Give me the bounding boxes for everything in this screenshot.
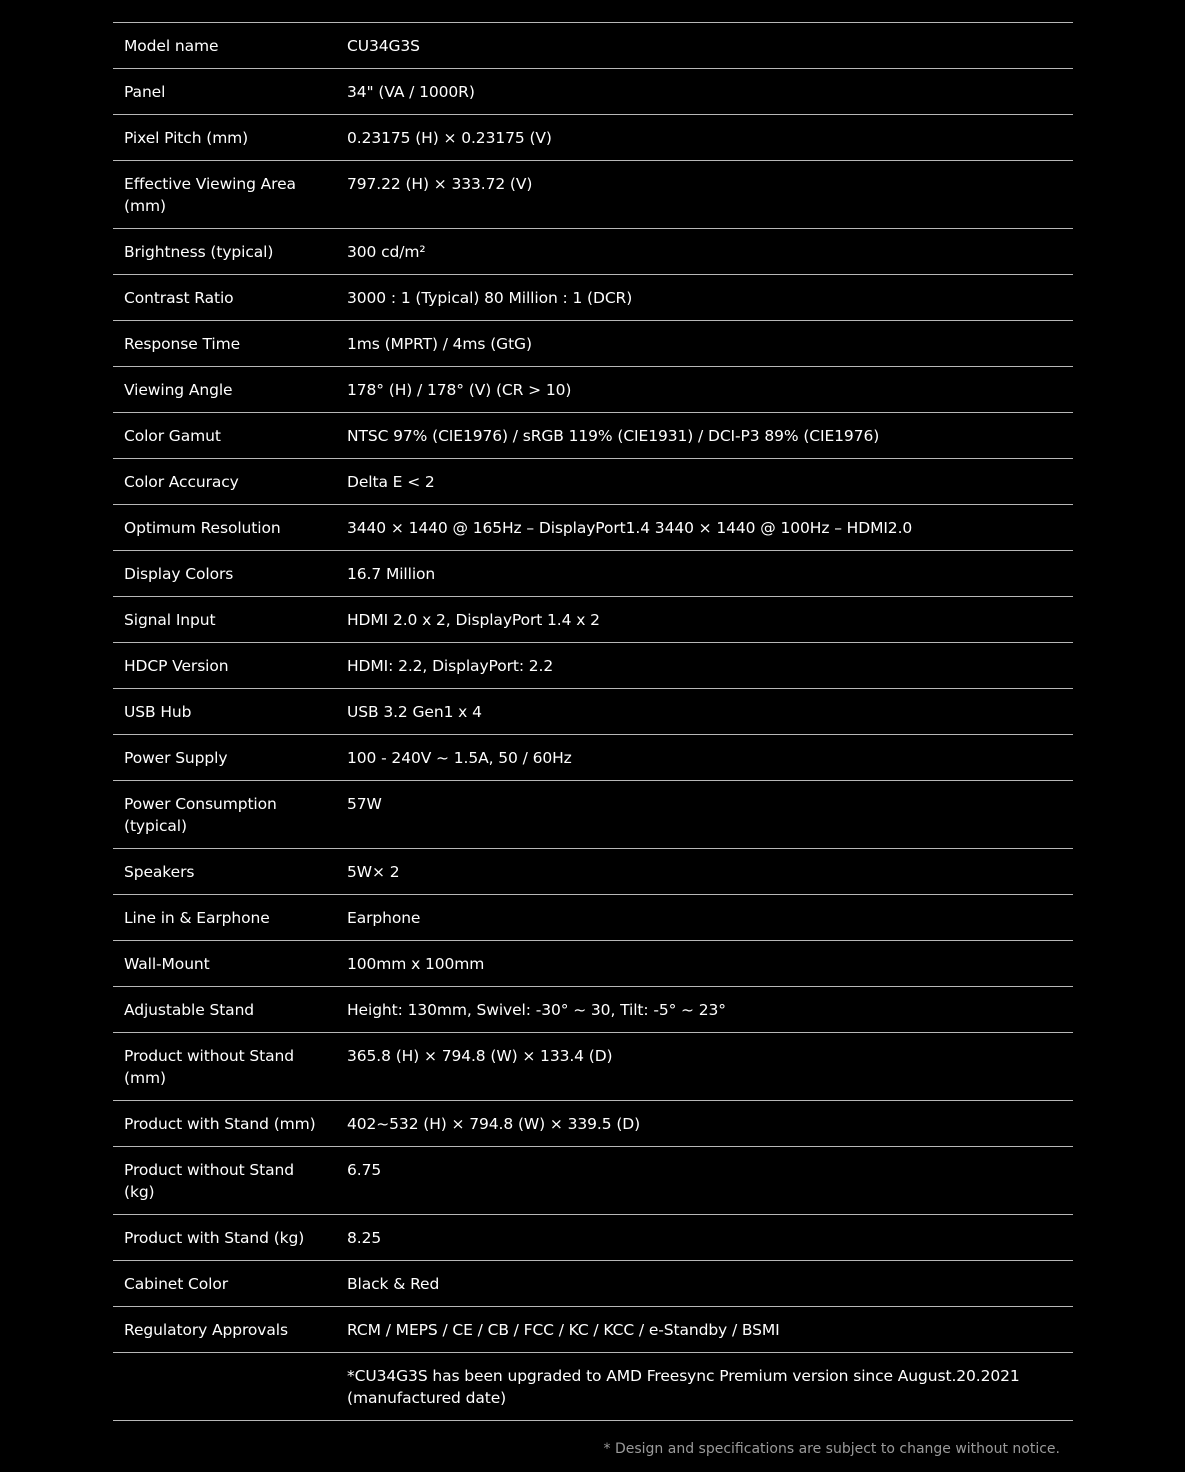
spec-label: Panel [124, 83, 166, 101]
spec-value: Height: 130mm, Swivel: -30° ~ 30, Tilt: -5° ~ 23° [347, 1001, 726, 1019]
spec-value: 402~532 (H) × 794.8 (W) × 339.5 (D) [347, 1115, 641, 1133]
spec-value: 797.22 (H) × 333.72 (V) [347, 175, 533, 193]
spec-value: USB 3.2 Gen1 x 4 [347, 703, 482, 721]
spec-value: 365.8 (H) × 794.8 (W) × 133.4 (D) [347, 1047, 613, 1065]
spec-row [113, 689, 1073, 735]
spec-value: Delta E < 2 [347, 473, 435, 491]
spec-value: HDMI: 2.2, DisplayPort: 2.2 [347, 657, 554, 675]
spec-value: 6.75 [347, 1161, 382, 1179]
spec-value: CU34G3S [347, 37, 420, 55]
spec-value: Earphone [347, 909, 421, 927]
spec-row [113, 321, 1073, 367]
spec-label: Color Accuracy [124, 473, 239, 491]
spec-value: 57W [347, 795, 382, 813]
spec-row [113, 987, 1073, 1033]
spec-row [113, 1033, 1073, 1101]
spec-value: 178° (H) / 178° (V) (CR > 10) [347, 381, 572, 399]
spec-row [113, 69, 1073, 115]
spec-label: Product with Stand (mm) [124, 1115, 316, 1133]
spec-label: Product without Stand (mm) [124, 1047, 294, 1087]
spec-value: 3440 × 1440 @ 165Hz – DisplayPort1.4 3440 × 1440 @ 100Hz – HDMI2.0 [347, 519, 913, 537]
spec-label: HDCP Version [124, 657, 229, 675]
spec-row [113, 597, 1073, 643]
spec-value: 5W× 2 [347, 863, 400, 881]
spec-row [113, 941, 1073, 987]
spec-label: Model name [124, 37, 219, 55]
spec-label: Speakers [124, 863, 195, 881]
spec-row [113, 1215, 1073, 1261]
spec-label: Brightness (typical) [124, 243, 274, 261]
spec-label: Optimum Resolution [124, 519, 281, 537]
spec-value: 300 cd/m² [347, 243, 426, 261]
spec-row [113, 1261, 1073, 1307]
spec-label [113, 1353, 336, 1421]
spec-label: Contrast Ratio [124, 289, 234, 307]
spec-row [113, 1307, 1073, 1353]
spec-row [113, 1353, 1073, 1421]
spec-value: NTSC 97% (CIE1976) / sRGB 119% (CIE1931) / DCI-P3 89% (CIE1976) [347, 427, 880, 445]
spec-label: Product without Stand (kg) [124, 1161, 294, 1201]
spec-label: Wall-Mount [124, 955, 210, 973]
spec-label: Viewing Angle [124, 381, 233, 399]
spec-value: 0.23175 (H) × 0.23175 (V) [347, 129, 552, 147]
spec-label: Effective Viewing Area (mm) [124, 175, 296, 215]
spec-label: Signal Input [124, 611, 216, 629]
spec-label: Power Supply [124, 749, 228, 767]
spec-row [113, 1147, 1073, 1215]
spec-value: 3000 : 1 (Typical) 80 Million : 1 (DCR) [347, 289, 633, 307]
spec-row [113, 161, 1073, 229]
spec-value: 16.7 Million [347, 565, 436, 583]
spec-label: USB Hub [124, 703, 192, 721]
spec-label: Power Consumption (typical) [124, 795, 277, 835]
spec-row [113, 505, 1073, 551]
spec-value: 100 - 240V ~ 1.5A, 50 / 60Hz [347, 749, 572, 767]
spec-label: Cabinet Color [124, 1275, 228, 1293]
spec-row [113, 781, 1073, 849]
spec-value: *CU34G3S has been upgraded to AMD Freesync Premium version since August.20.2021 (manufactured date) [347, 1367, 1020, 1407]
disclaimer-footnote: * Design and specifications are subject to change without notice. [603, 1441, 1060, 1457]
spec-row [113, 643, 1073, 689]
spec-row [113, 367, 1073, 413]
spec-value: 8.25 [347, 1229, 382, 1247]
spec-value: Black & Red [347, 1275, 440, 1293]
spec-table-body [113, 23, 1073, 1421]
spec-row [113, 413, 1073, 459]
spec-row [113, 849, 1073, 895]
spec-label: Color Gamut [124, 427, 221, 445]
spec-row [113, 895, 1073, 941]
spec-value: 100mm x 100mm [347, 955, 485, 973]
spec-label: Regulatory Approvals [124, 1321, 288, 1339]
spec-row [113, 115, 1073, 161]
spec-value: RCM / MEPS / CE / CB / FCC / KC / KCC / e-Standby / BSMI [347, 1321, 780, 1339]
spec-value: 1ms (MPRT) / 4ms (GtG) [347, 335, 532, 353]
spec-row [113, 1101, 1073, 1147]
spec-sheet [113, 22, 1073, 1421]
spec-label: Response Time [124, 335, 241, 353]
spec-row [113, 551, 1073, 597]
spec-row [113, 275, 1073, 321]
spec-row [113, 23, 1073, 69]
spec-value: 34" (VA / 1000R) [347, 83, 475, 101]
spec-value: HDMI 2.0 x 2, DisplayPort 1.4 x 2 [347, 611, 600, 629]
spec-label: Line in & Earphone [124, 909, 270, 927]
spec-row [113, 459, 1073, 505]
spec-row [113, 735, 1073, 781]
spec-label: Adjustable Stand [124, 1001, 255, 1019]
spec-label: Pixel Pitch (mm) [124, 129, 249, 147]
spec-label: Product with Stand (kg) [124, 1229, 305, 1247]
spec-label: Display Colors [124, 565, 234, 583]
spec-row [113, 229, 1073, 275]
spec-table [113, 22, 1073, 1421]
